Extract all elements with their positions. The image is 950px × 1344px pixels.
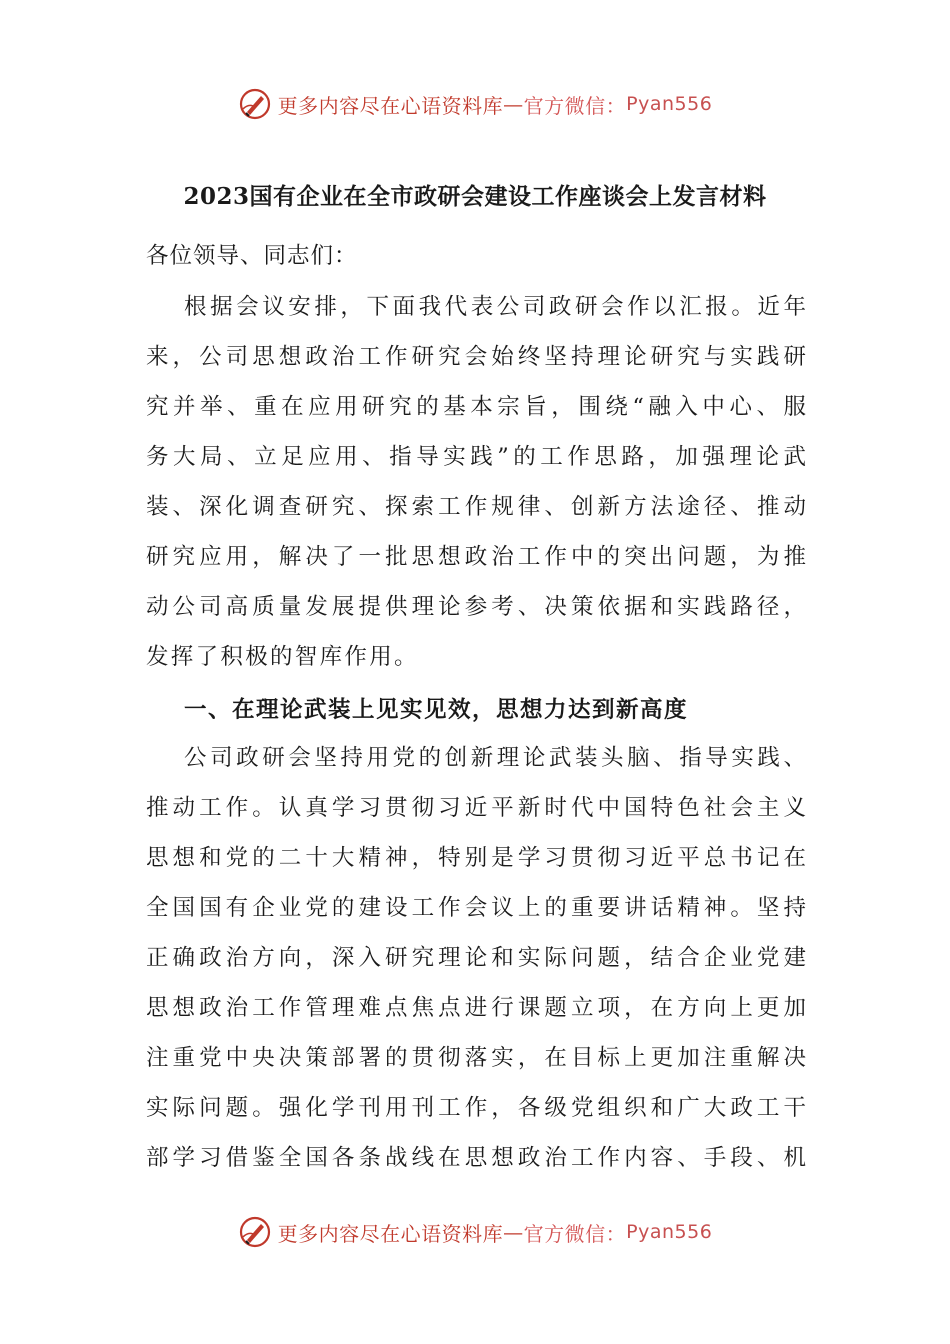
banner-text: 更多内容尽在心语资料库 <box>277 1221 504 1246</box>
banner-wechat-label: 官方微信： <box>523 1221 627 1246</box>
para1-line: 动公司高质量发展提供理论参考、决策依据和实践路径， <box>146 594 806 620</box>
para2-line: 实际问题。强化学刊用刊工作，各级党组织和广大政工干 <box>146 1095 806 1121</box>
pen-logo-icon <box>238 1215 272 1249</box>
para2-line: 推动工作。认真学习贯彻习近平新时代中国特色社会主义 <box>146 795 806 821</box>
para2-line: 思想和党的二十大精神，特别是学习贯彻习近平总书记在 <box>146 845 806 871</box>
salutation: 各位领导、同志们： <box>146 243 358 269</box>
para1-line: 来，公司思想政治工作研究会始终坚持理论研究与实践研 <box>146 344 806 370</box>
para2-line: 公司政研会坚持用党的创新理论武装头脑、指导实践、 <box>184 745 806 771</box>
banner-wechat-label: 官方微信： <box>523 93 627 118</box>
pen-logo-icon <box>238 87 272 121</box>
para1-line: 根据会议安排，下面我代表公司政研会作以汇报。近年 <box>184 294 806 320</box>
para2-line: 全国国有企业党的建设工作会议上的重要讲话精神。坚持 <box>146 895 806 921</box>
para1-line: 装、深化调查研究、探索工作规律、创新方法途径、推动 <box>146 494 806 520</box>
banner-text: 更多内容尽在心语资料库 <box>277 93 504 118</box>
section-heading: 一、在理论武装上见实见效，思想力达到新高度 <box>184 697 689 723</box>
banner-wechat-id: Pyan556 <box>626 1221 713 1243</box>
banner-dash: — <box>503 92 524 116</box>
para2-line: 思想政治工作管理难点焦点进行课题立项，在方向上更加 <box>146 995 806 1021</box>
document-title: 2023国有企业在全市政研会建设工作座谈会上发言材料 <box>183 183 767 210</box>
para2-line: 注重党中央决策部署的贯彻落实，在目标上更加注重解决 <box>146 1045 806 1071</box>
para1-line: 研究应用，解决了一批思想政治工作中的突出问题，为推 <box>146 544 806 570</box>
para1-line: 究并举、重在应用研究的基本宗旨，围绕“融入中心、服 <box>146 394 806 420</box>
watermark-banner-bottom <box>0 1212 950 1252</box>
banner-wechat-id: Pyan556 <box>626 93 713 115</box>
para1-line: 务大局、立足应用、指导实践”的工作思路，加强理论武 <box>146 444 806 470</box>
para1-line: 发挥了积极的智库作用。 <box>146 644 419 670</box>
para2-line: 部学习借鉴全国各条战线在思想政治工作内容、手段、机 <box>146 1145 806 1171</box>
para2-line: 正确政治方向，深入研究理论和实际问题，结合企业党建 <box>146 945 806 971</box>
watermark-banner-top <box>0 84 950 124</box>
banner-dash: — <box>503 1220 524 1244</box>
